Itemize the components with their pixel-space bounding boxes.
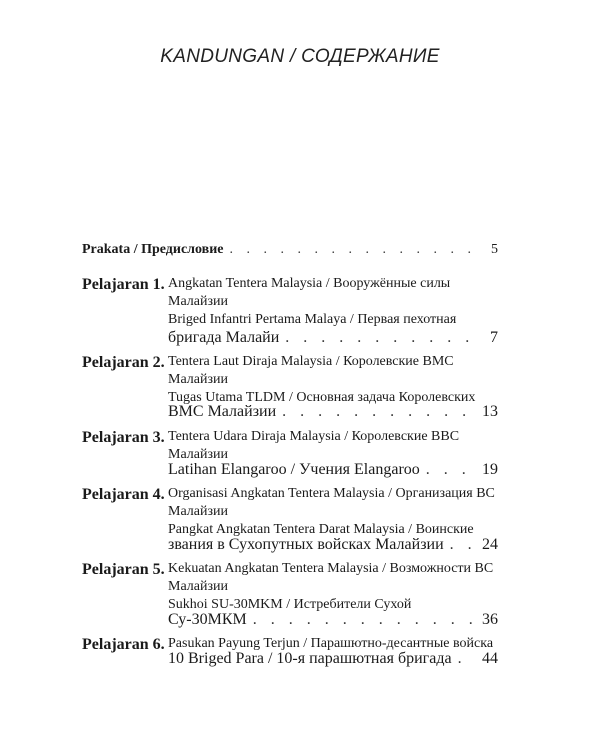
toc-page-number: 7 — [490, 329, 498, 346]
toc-line: Малайзии — [168, 294, 228, 309]
toc-entry-label: Prakata / Предисловие — [82, 242, 224, 257]
toc-line: Tugas Utama TLDM / Основная задача Королевских — [168, 390, 476, 405]
toc-line: Малайзии — [168, 372, 228, 387]
toc-line: бригада Малайи — [168, 329, 280, 346]
leader-dots — [253, 611, 476, 629]
toc-line-last — [168, 650, 498, 670]
toc-line: Су-30МКМ — [168, 611, 247, 628]
toc-line: ВМС Малайзии — [168, 403, 277, 420]
toc-line: Kekuatan Angkatan Tentera Malaysia / Возможности ВС — [168, 561, 494, 576]
toc-line: Sukhoi SU-30MKM / Истребители Сухой — [168, 597, 412, 612]
leader-dots — [282, 403, 476, 421]
toc-line: Tentera Udara Diraja Malaysia / Королевские ВВС — [168, 429, 460, 444]
leader-dots — [450, 536, 476, 554]
toc-line-last — [168, 461, 498, 481]
toc-page-number: 36 — [482, 611, 498, 628]
toc-line-last — [168, 536, 498, 556]
toc-line: Tentera Laut Diraja Malaysia / Королевские ВМС — [168, 354, 454, 369]
lesson-label: Pelajaran 1. — [82, 276, 165, 293]
toc-line: 10 Briged Para / 10-я парашютная бригада — [168, 650, 452, 667]
toc-line-last — [168, 611, 498, 631]
toc-line: Pangkat Angkatan Tentera Darat Malaysia / Воинские — [168, 522, 474, 537]
leader-dots — [285, 329, 484, 347]
toc-page-number: 44 — [482, 650, 498, 667]
leader-dots — [458, 650, 476, 668]
toc-line: Organisasi Angkatan Tentera Malaysia / Организация ВС — [168, 486, 495, 501]
leader-dots — [230, 242, 485, 258]
page-title: KANDUNGAN / СОДЕРЖАНИЕ — [160, 46, 440, 67]
lesson-label: Pelajaran 4. — [82, 486, 165, 503]
lesson-label: Pelajaran 3. — [82, 429, 165, 446]
toc-page-number: 19 — [482, 461, 498, 478]
toc-page-number: 24 — [482, 536, 498, 553]
lesson-label: Pelajaran 2. — [82, 354, 165, 371]
lesson-label: Pelajaran 5. — [82, 561, 165, 578]
toc-line: Latihan Elangaroo / Учения Elangaroo — [168, 461, 420, 478]
toc-entry-preface[interactable] — [82, 242, 498, 262]
toc-page-number: 13 — [482, 403, 498, 420]
toc-line-last — [168, 329, 498, 349]
toc-line: Pasukan Payung Terjun / Парашютно-десантные войска — [168, 636, 494, 651]
toc-line: Малайзии — [168, 579, 228, 594]
leader-dots — [426, 461, 476, 479]
toc-line: Малайзии — [168, 504, 228, 519]
lesson-label: Pelajaran 6. — [82, 636, 165, 653]
toc-line: звания в Сухопутных войсках Малайзии — [168, 536, 444, 553]
toc-line: Briged Infantri Pertama Malaya / Первая пехотная — [168, 312, 457, 327]
toc-line: Angkatan Tentera Malaysia / Вооружённые силы — [168, 276, 451, 291]
toc-line-last — [168, 403, 498, 423]
toc-line: Малайзии — [168, 447, 228, 462]
toc-page-number: 5 — [491, 242, 498, 257]
